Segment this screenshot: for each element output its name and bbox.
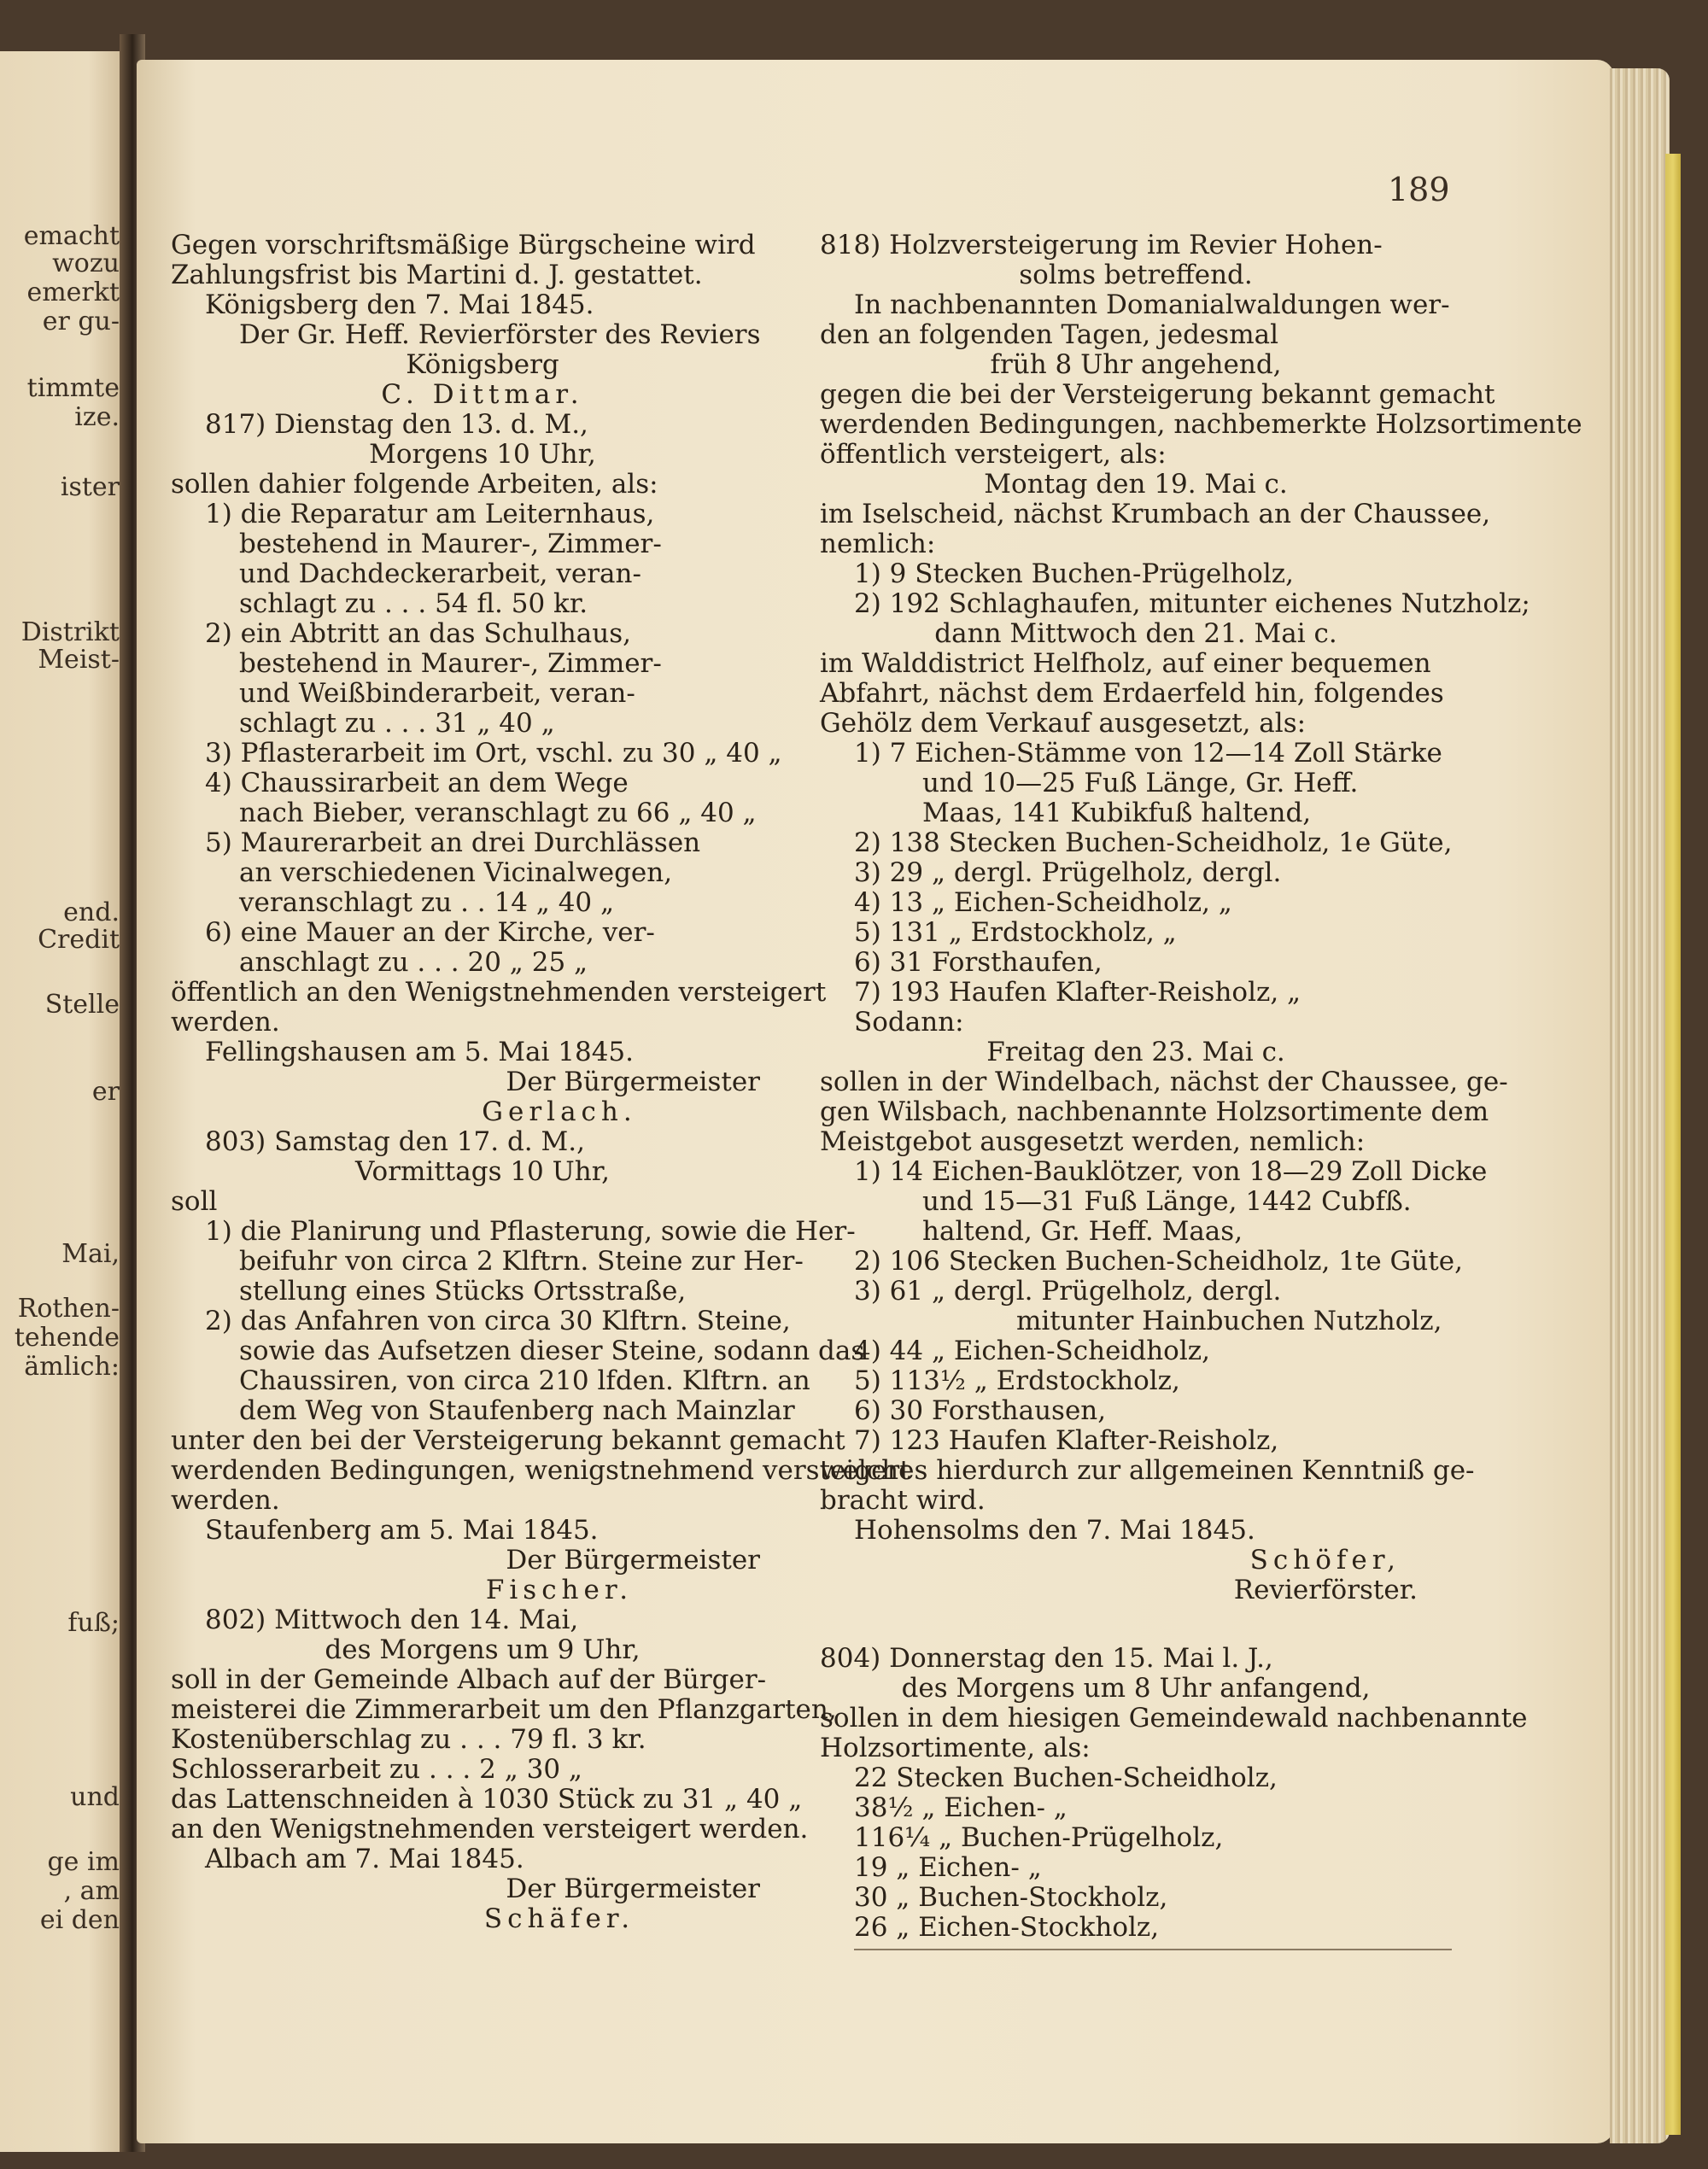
text-line: Holzsortimente, als: xyxy=(820,1733,1091,1763)
list-item: veranschlagt zu . . 14 „ 40 „ xyxy=(239,887,615,918)
signature-place: Königsberg xyxy=(406,349,559,380)
list-item: Maas, 141 Kubikfuß haltend, xyxy=(922,798,1312,828)
list-item: 4) 44 „ Eichen-Scheidholz, xyxy=(854,1336,1210,1366)
notice-heading: 803) Samstag den 17. d. M., xyxy=(205,1126,585,1157)
signature-title: Der Bürgermeister xyxy=(506,1067,760,1097)
notice-time: Morgens 10 Uhr, xyxy=(369,439,596,470)
text-line: gegen die bei der Versteigerung bekannt gemacht xyxy=(820,379,1495,410)
text-line: öffentlich versteigert, als: xyxy=(820,439,1167,470)
left-page-text-fragment: fuß; xyxy=(67,1608,120,1638)
page-edges xyxy=(1610,68,1670,2143)
list-item: 2) 192 Schlaghaufen, mitunter eichenes Nutzholz; xyxy=(854,588,1530,619)
signature-name: Schöfer, xyxy=(1249,1545,1401,1576)
date-heading: Montag den 19. Mai c. xyxy=(984,469,1288,500)
list-item: 26 „ Eichen-Stockholz, xyxy=(854,1912,1160,1943)
text-line: werden. xyxy=(171,1007,280,1038)
list-item: 6) 31 Forsthaufen, xyxy=(854,947,1103,978)
left-page-text-fragment: Stelle xyxy=(44,990,120,1020)
place-date: Albach am 7. Mai 1845. xyxy=(205,1844,524,1874)
text-line: werdenden Bedingungen, nachbemerkte Holzsortimente xyxy=(820,409,1582,440)
list-item: und 15—31 Fuß Länge, 1442 Cubfß. xyxy=(922,1186,1412,1217)
list-item: 3) 29 „ dergl. Prügelholz, dergl. xyxy=(854,857,1282,888)
list-item: sowie das Aufsetzen dieser Steine, sodann das xyxy=(239,1336,865,1366)
list-item: 2) 106 Stecken Buchen-Scheidholz, 1te Güte, xyxy=(854,1246,1463,1277)
list-item: 19 „ Eichen- „ xyxy=(854,1852,1042,1883)
list-item: 3) 61 „ dergl. Prügelholz, dergl. xyxy=(854,1276,1282,1307)
text-line: welches hierdurch zur allgemeinen Kenntniß ge- xyxy=(820,1455,1475,1486)
text-line: werden. xyxy=(171,1485,280,1516)
list-item: und 10—25 Fuß Länge, Gr. Heff. xyxy=(922,768,1359,798)
text-line: In nachbenannten Domanialwaldungen wer- xyxy=(854,289,1450,320)
left-page-text-fragment: Distrikt xyxy=(20,617,120,647)
text-line: Gegen vorschriftsmäßige Bürgscheine wird xyxy=(171,230,756,260)
list-item: dem Weg von Staufenberg nach Mainzlar xyxy=(239,1395,795,1426)
column-right xyxy=(820,230,1582,1943)
text-line: gen Wilsbach, nachbenannte Holzsortimente dem xyxy=(820,1096,1489,1127)
left-page-text-fragment: timmte xyxy=(26,373,120,403)
list-item: 7) 193 Haufen Klafter-Reisholz, „ xyxy=(854,977,1301,1008)
list-item: 6) eine Mauer an der Kirche, ver- xyxy=(205,917,655,948)
text-line: Sodann: xyxy=(854,1007,964,1038)
date-heading: Freitag den 23. Mai c. xyxy=(986,1037,1285,1067)
text-line: Meistgebot ausgesetzt werden, nemlich: xyxy=(820,1126,1366,1157)
list-item: stellung eines Stücks Ortsstraße, xyxy=(239,1276,687,1307)
list-item: Chaussiren, von circa 210 lfden. Klftrn. an xyxy=(239,1365,810,1396)
list-item: 1) die Reparatur am Leiternhaus, xyxy=(205,499,655,529)
list-item: 1) 9 Stecken Buchen-Prügelholz, xyxy=(854,558,1294,589)
list-item: 5) 113½ „ Erdstockholz, xyxy=(854,1365,1180,1396)
text-line: das Lattenschneiden à 1030 Stück zu 31 „ 40 „ xyxy=(171,1784,803,1815)
place-date: Hohensolms den 7. Mai 1845. xyxy=(854,1515,1255,1546)
text-line: Kostenüberschlag zu . . . 79 fl. 3 kr. xyxy=(171,1724,646,1755)
page-number: 189 xyxy=(1388,171,1450,208)
list-item: mitunter Hainbuchen Nutzholz, xyxy=(1016,1306,1442,1336)
left-page-text-fragment: Rothen- xyxy=(17,1294,120,1324)
left-page-text-fragment: emerkt xyxy=(26,278,120,307)
yellow-page-edge xyxy=(1665,154,1681,2135)
list-item: beifuhr von circa 2 Klftrn. Steine zur Her- xyxy=(239,1246,804,1277)
left-page-text-fragment: Meist- xyxy=(38,645,120,675)
notice-time: früh 8 Uhr angehend, xyxy=(990,349,1282,380)
text-line: im Iselscheid, nächst Krumbach an der Chaussee, xyxy=(820,499,1491,529)
text-line: Gehölz dem Verkauf ausgesetzt, als: xyxy=(820,708,1307,739)
signature-title: Der Bürgermeister xyxy=(506,1874,760,1904)
text-line: meisterei die Zimmerarbeit um den Pflanzgarten, xyxy=(171,1694,837,1725)
bottom-rule xyxy=(854,1949,1452,1950)
signature-name: Fischer. xyxy=(485,1575,634,1605)
list-item: an verschiedenen Vicinalwegen, xyxy=(239,857,673,888)
text-line: nemlich: xyxy=(820,529,936,559)
text-line: sollen dahier folgende Arbeiten, als: xyxy=(171,469,658,500)
list-item: haltend, Gr. Heff. Maas, xyxy=(922,1216,1243,1247)
left-page-text-fragment: ge im xyxy=(47,1847,120,1877)
notice-heading: 818) Holzversteigerung im Revier Hohen- xyxy=(820,230,1383,260)
list-item: 3) Pflasterarbeit im Ort, vschl. zu 30 „ 40 „ xyxy=(205,738,782,769)
list-item: schlagt zu . . . 54 fl. 50 kr. xyxy=(239,588,588,619)
text-line: den an folgenden Tagen, jedesmal xyxy=(820,319,1278,350)
signature-title: Der Gr. Heff. Revierförster des Reviers xyxy=(239,319,761,350)
list-item: 4) Chaussirarbeit an dem Wege xyxy=(205,768,629,798)
signature-title: Der Bürgermeister xyxy=(506,1545,760,1576)
text-line: im Walddistrict Helfholz, auf einer bequemen xyxy=(820,648,1431,679)
signature-title: Revierförster. xyxy=(1233,1575,1418,1605)
list-item: 30 „ Buchen-Stockholz, xyxy=(854,1882,1168,1913)
left-page-text-fragment: , am xyxy=(63,1876,120,1906)
place-date: Königsberg den 7. Mai 1845. xyxy=(205,289,594,320)
list-item: schlagt zu . . . 31 „ 40 „ xyxy=(239,708,555,739)
list-item: nach Bieber, veranschlagt zu 66 „ 40 „ xyxy=(239,798,757,828)
left-page-text-fragment: er gu- xyxy=(42,307,120,336)
left-page-text-fragment: wozu xyxy=(52,248,120,278)
text-line: Schlosserarbeit zu . . . 2 „ 30 „ xyxy=(171,1754,582,1785)
text-line: Zahlungsfrist bis Martini d. J. gestattet. xyxy=(171,260,703,290)
place-date: Staufenberg am 5. Mai 1845. xyxy=(205,1515,599,1546)
list-item: 2) 138 Stecken Buchen-Scheidholz, 1e Güte, xyxy=(854,827,1453,858)
notice-heading: 802) Mittwoch den 14. Mai, xyxy=(205,1605,579,1635)
left-page-text-fragment: Mai, xyxy=(61,1239,120,1269)
list-item: 2) das Anfahren von circa 30 Klftrn. Steine, xyxy=(205,1306,791,1336)
notice-time: des Morgens um 9 Uhr, xyxy=(325,1634,640,1665)
list-item: 5) Maurerarbeit an drei Durchlässen xyxy=(205,827,701,858)
text-line: sollen in der Windelbach, nächst der Chaussee, ge- xyxy=(820,1067,1508,1097)
text-line: unter den bei der Versteigerung bekannt gemacht xyxy=(171,1425,845,1456)
spacer-line xyxy=(820,1605,1452,1635)
signature-name: Schäfer. xyxy=(483,1903,635,1934)
list-item: 7) 123 Haufen Klafter-Reisholz, xyxy=(854,1425,1279,1456)
notice-time: des Morgens um 8 Uhr anfangend, xyxy=(901,1673,1371,1704)
text-line: soll xyxy=(171,1186,218,1217)
text-line: Abfahrt, nächst dem Erdaerfeld hin, folgendes xyxy=(820,678,1444,709)
text-line: soll in der Gemeinde Albach auf der Bürger- xyxy=(171,1664,767,1695)
left-page-text-fragment: end. xyxy=(63,897,120,927)
text-line: an den Wenigstnehmenden versteigert werden. xyxy=(171,1814,809,1845)
list-item: 38½ „ Eichen- „ xyxy=(854,1792,1068,1823)
list-item: und Weißbinderarbeit, veran- xyxy=(239,678,635,709)
text-line: werdenden Bedingungen, wenigstnehmend versteigert xyxy=(171,1455,910,1486)
list-item: 1) die Planirung und Pflasterung, sowie die Her- xyxy=(205,1216,856,1247)
left-page-text-fragment: emacht xyxy=(23,221,120,251)
text-line: sollen in dem hiesigen Gemeindewald nachbenannte xyxy=(820,1703,1528,1733)
left-page-text-fragment: Credit xyxy=(38,925,120,955)
notice-heading: solms betreffend. xyxy=(1019,260,1253,290)
text-line: öffentlich an den Wenigstnehmenden versteigert xyxy=(171,977,827,1008)
list-item: 2) ein Abtritt an das Schulhaus, xyxy=(205,618,631,649)
list-item: 6) 30 Forsthausen, xyxy=(854,1395,1107,1426)
list-item: 116¼ „ Buchen-Prügelholz, xyxy=(854,1822,1224,1853)
notice-heading: 804) Donnerstag den 15. Mai l. J., xyxy=(820,1643,1273,1674)
list-item: 1) 7 Eichen-Stämme von 12—14 Zoll Stärke xyxy=(854,738,1442,769)
notice-heading: 817) Dienstag den 13. d. M., xyxy=(205,409,588,440)
list-item: 4) 13 „ Eichen-Scheidholz, „ xyxy=(854,887,1232,918)
left-page-text-fragment: ei den xyxy=(39,1905,120,1935)
left-page-text-fragment: tehende xyxy=(14,1323,120,1353)
list-item: bestehend in Maurer-, Zimmer- xyxy=(239,529,662,559)
notice-time: Vormittags 10 Uhr, xyxy=(355,1156,610,1187)
left-page-text-fragment: ämlich: xyxy=(24,1352,120,1382)
text-line: bracht wird. xyxy=(820,1485,986,1516)
list-item: 5) 131 „ Erdstockholz, „ xyxy=(854,917,1177,948)
signature-name: Gerlach. xyxy=(482,1096,637,1127)
place-date: Fellingshausen am 5. Mai 1845. xyxy=(205,1037,635,1067)
list-item: und Dachdeckerarbeit, veran- xyxy=(239,558,641,589)
list-item: 1) 14 Eichen-Bauklötzer, von 18—29 Zoll Dicke xyxy=(854,1156,1488,1187)
list-item: anschlagt zu . . . 20 „ 25 „ xyxy=(239,947,588,978)
signature-name: C. Dittmar. xyxy=(381,379,584,410)
left-page-text-fragment: ister xyxy=(60,472,120,502)
left-page-text-fragment: ize. xyxy=(74,402,120,432)
list-item: 22 Stecken Buchen-Scheidholz, xyxy=(854,1763,1278,1793)
left-page-text-fragment: er xyxy=(91,1077,120,1107)
list-item: bestehend in Maurer-, Zimmer- xyxy=(239,648,662,679)
date-heading: dann Mittwoch den 21. Mai c. xyxy=(934,618,1337,649)
left-page-text-fragment: und xyxy=(70,1782,120,1812)
